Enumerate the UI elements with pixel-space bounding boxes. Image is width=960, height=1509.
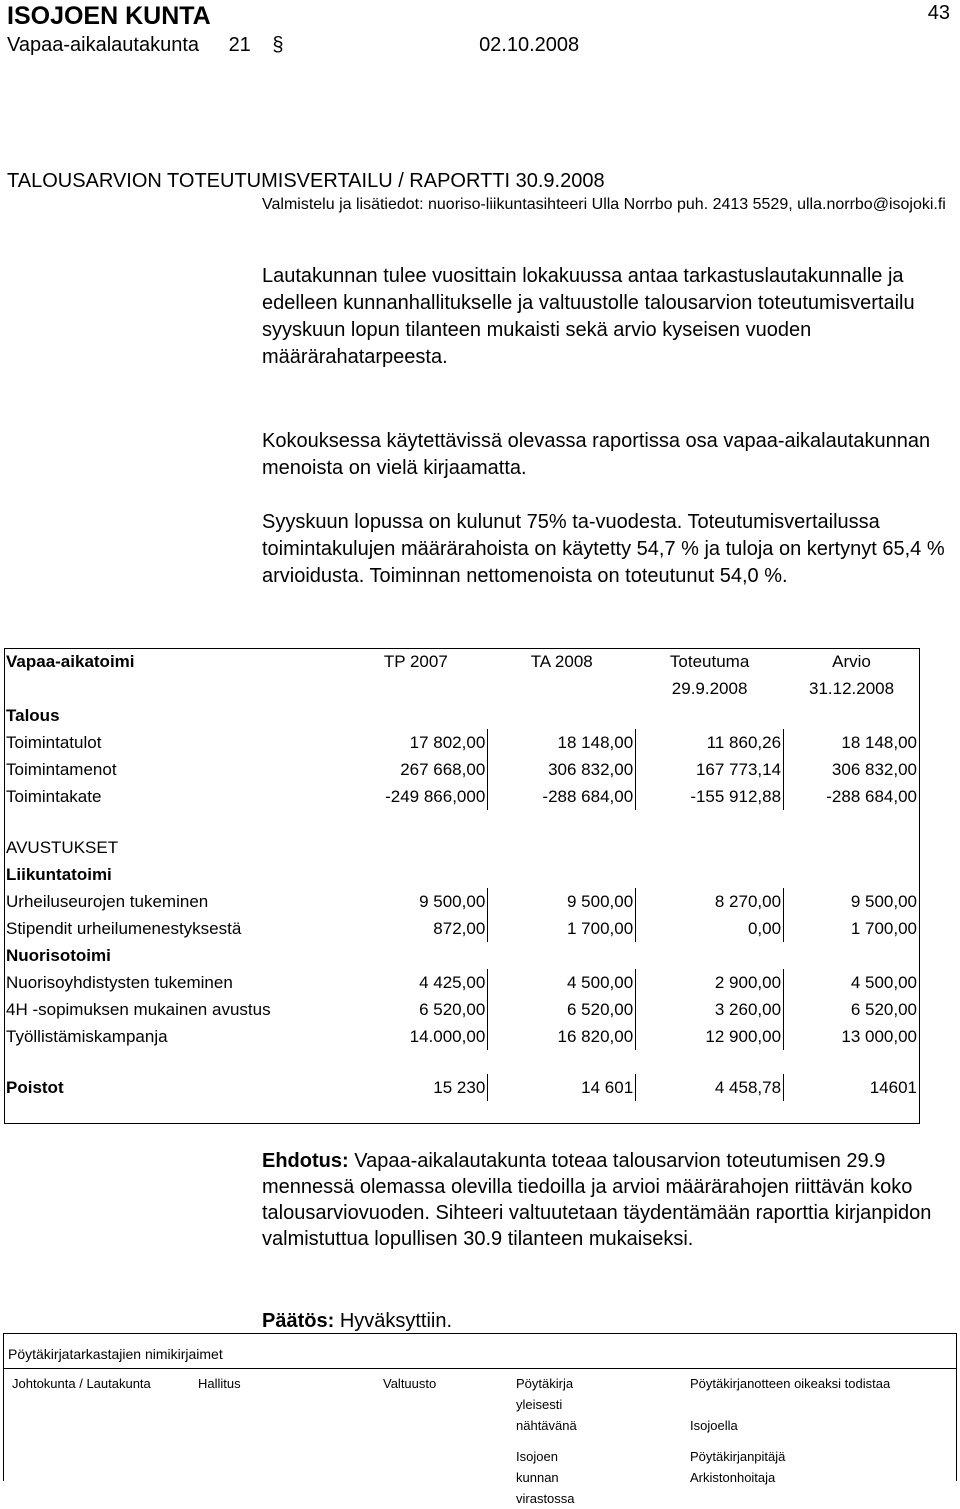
footer-line: kunnan xyxy=(516,1470,559,1485)
cell-toteutuma: 12 900,00 xyxy=(636,1023,784,1050)
page-number: 43 xyxy=(927,2,950,24)
meeting-line xyxy=(7,34,579,57)
row-label: Työllistämiskampanja xyxy=(6,1026,168,1046)
row-label: Nuorisoyhdistysten tukeminen xyxy=(6,972,233,992)
decision-label: Päätös: xyxy=(262,1310,335,1332)
cell-ta: -288 684,00 xyxy=(488,783,636,810)
cell-ta: 4 500,00 xyxy=(488,969,636,996)
cell-toteutuma: 2 900,00 xyxy=(636,969,784,996)
footer-col-public-display xyxy=(516,1373,577,1509)
municipality-title: ISOJOEN KUNTA xyxy=(7,2,211,30)
cell-ta: 9 500,00 xyxy=(488,888,636,915)
cell-tp: 872,00 xyxy=(344,915,488,942)
table-row xyxy=(4,783,920,810)
table-row xyxy=(4,888,920,915)
cell-toteutuma: 3 260,00 xyxy=(636,996,784,1023)
committee-name: Vapaa-aikalautakunta xyxy=(7,34,199,56)
cell-toteutuma: 8 270,00 xyxy=(636,888,784,915)
table-header-row-dates xyxy=(4,675,920,702)
section-sign: § xyxy=(272,34,284,56)
footer-col-board: Hallitus xyxy=(198,1376,241,1391)
cell-toteutuma: 4 458,78 xyxy=(636,1074,784,1101)
section-row xyxy=(4,834,920,861)
header-ta: TA 2008 xyxy=(530,651,593,671)
cell-ta: 16 820,00 xyxy=(488,1023,636,1050)
footer-divider xyxy=(3,1368,957,1369)
row-label: Urheiluseurojen tukeminen xyxy=(6,891,209,911)
footer-col-committee: Johtokunta / Lautakunta xyxy=(12,1376,151,1391)
cell-arvio: 9 500,00 xyxy=(784,888,920,915)
footer-col-certification xyxy=(690,1373,890,1488)
meeting-number: 21 xyxy=(228,34,251,56)
cell-arvio: 13 000,00 xyxy=(784,1023,920,1050)
cell-toteutuma: 11 860,26 xyxy=(636,729,784,756)
row-label: 4H -sopimuksen mukainen avustus xyxy=(6,999,271,1019)
table-header-row xyxy=(4,648,920,675)
cell-tp: 4 425,00 xyxy=(344,969,488,996)
header-arvio-date: 31.12.2008 xyxy=(808,678,895,698)
cell-tp: 14.000,00 xyxy=(344,1023,488,1050)
cell-tp: -249 866,000 xyxy=(344,783,488,810)
report-title: TALOUSARVION TOTEUTUMISVERTAILU / RAPORTTI 30.9.2008 xyxy=(7,170,605,192)
footer-certify-role2: Arkistonhoitaja xyxy=(690,1470,776,1485)
cell-arvio: 14601 xyxy=(784,1074,920,1101)
cell-ta: 1 700,00 xyxy=(488,915,636,942)
header-tp: TP 2007 xyxy=(383,651,448,671)
header-toteutuma: Toteutuma xyxy=(669,651,750,671)
cell-arvio: 1 700,00 xyxy=(784,915,920,942)
cell-toteutuma: 0,00 xyxy=(636,915,784,942)
table-row xyxy=(4,756,920,783)
table-row xyxy=(4,729,920,756)
cell-arvio: 18 148,00 xyxy=(784,729,920,756)
paragraph-2: Kokouksessa käytettävissä olevassa raportissa osa vapaa-aikalautakunnan menoista on vielä kirjaamatta. xyxy=(262,430,931,479)
proposal-text: Vapaa-aikalautakunta toteaa talousarvion toteutumisen 29.9 mennessä olemassa olevilla tiedoilla ja arvioi määrärahojen riittävän koko talousarviovuoden. Sihteeri valtuutetaan täydentämään raporttia kirjanpidon valmistuttua lopullisen 30.9 tilanteen mukaiseksi. xyxy=(262,1150,932,1250)
section-nuorisotoimi: Nuorisotoimi xyxy=(6,945,111,965)
paragraph-3: Syyskuun lopussa on kulunut 75% ta-vuodesta. Toteutumisvertailussa toimintakulujen määrärahoista on käytetty 54,7 % ja tuloja on kertynyt 65,4 % arvioidusta. Toiminnan nettomenoista on toteutunut 54,0 %. xyxy=(262,511,945,587)
footer-certify-role1: Pöytäkirjanpitäjä xyxy=(690,1449,786,1464)
footer-line: Pöytäkirja xyxy=(516,1376,574,1391)
decision-text: Hyväksyttiin. xyxy=(339,1310,453,1332)
cell-toteutuma: -155 912,88 xyxy=(636,783,784,810)
proposal-label: Ehdotus: xyxy=(262,1150,349,1172)
table-row xyxy=(4,996,920,1023)
cell-arvio: 306 832,00 xyxy=(784,756,920,783)
footer-line: Isojoen xyxy=(516,1449,558,1464)
spacer-row xyxy=(4,1050,920,1074)
cell-ta: 14 601 xyxy=(488,1074,636,1101)
header-label: Vapaa-aikatoimi xyxy=(6,651,135,671)
cell-tp: 17 802,00 xyxy=(344,729,488,756)
decision xyxy=(262,1310,452,1333)
footer-certify-title: Pöytäkirjanotteen oikeaksi todistaa xyxy=(690,1376,891,1391)
budget-table xyxy=(4,648,920,1101)
cell-tp: 15 230 xyxy=(344,1074,488,1101)
section-row xyxy=(4,702,920,729)
cell-arvio: -288 684,00 xyxy=(784,783,920,810)
row-label: Toimintamenot xyxy=(6,759,117,779)
cell-tp: 9 500,00 xyxy=(344,888,488,915)
table-row xyxy=(4,1023,920,1050)
row-label: Stipendit urheilumenestyksestä xyxy=(6,918,242,938)
footer-line: yleisesti xyxy=(516,1397,563,1412)
section-talous: Talous xyxy=(6,705,60,725)
table-row xyxy=(4,915,920,942)
row-label: Toimintatulot xyxy=(6,732,102,752)
proposal xyxy=(262,1148,952,1252)
cell-arvio: 4 500,00 xyxy=(784,969,920,996)
footer-col-council: Valtuusto xyxy=(383,1376,437,1391)
section-avustukset: AVUSTUKSET xyxy=(6,837,119,857)
table-row xyxy=(4,969,920,996)
cell-arvio: 6 520,00 xyxy=(784,996,920,1023)
row-label: Toimintakate xyxy=(6,786,102,806)
header-arvio: Arvio xyxy=(832,651,871,671)
cell-tp: 6 520,00 xyxy=(344,996,488,1023)
footer-certify-place: Isojoella xyxy=(690,1418,738,1433)
meeting-date: 02.10.2008 xyxy=(479,34,580,56)
initials-caption: Pöytäkirjatarkastajien nimikirjaimet xyxy=(8,1346,223,1362)
row-label: Poistot xyxy=(6,1077,64,1097)
footer-line: virastossa xyxy=(516,1491,575,1506)
footer-line: nähtävänä xyxy=(516,1418,577,1433)
cell-ta: 6 520,00 xyxy=(488,996,636,1023)
paragraph-1: Lautakunnan tulee vuosittain lokakuussa antaa tarkastuslautakunnalle ja edelleen kunnanhallitukselle ja valtuustolle talousarvion toteutumisvertailu syyskuun lopun tilanteen mukaisti sekä arvio kyseisen vuoden määrärahatarpeesta. xyxy=(262,265,915,368)
table-row-poistot xyxy=(4,1074,920,1101)
cell-tp: 267 668,00 xyxy=(344,756,488,783)
spacer-row xyxy=(4,810,920,834)
section-liikuntatoimi: Liikuntatoimi xyxy=(6,864,112,884)
cell-toteutuma: 167 773,14 xyxy=(636,756,784,783)
header-toteutuma-date: 29.9.2008 xyxy=(671,678,748,698)
section-row xyxy=(4,861,920,888)
cell-ta: 306 832,00 xyxy=(488,756,636,783)
cell-ta: 18 148,00 xyxy=(488,729,636,756)
prepared-by: Valmistelu ja lisätiedot: nuoriso-liikuntasihteeri Ulla Norrbo puh. 2413 5529, ulla.norrbo@isojoki.fi xyxy=(262,196,946,213)
section-row xyxy=(4,942,920,969)
